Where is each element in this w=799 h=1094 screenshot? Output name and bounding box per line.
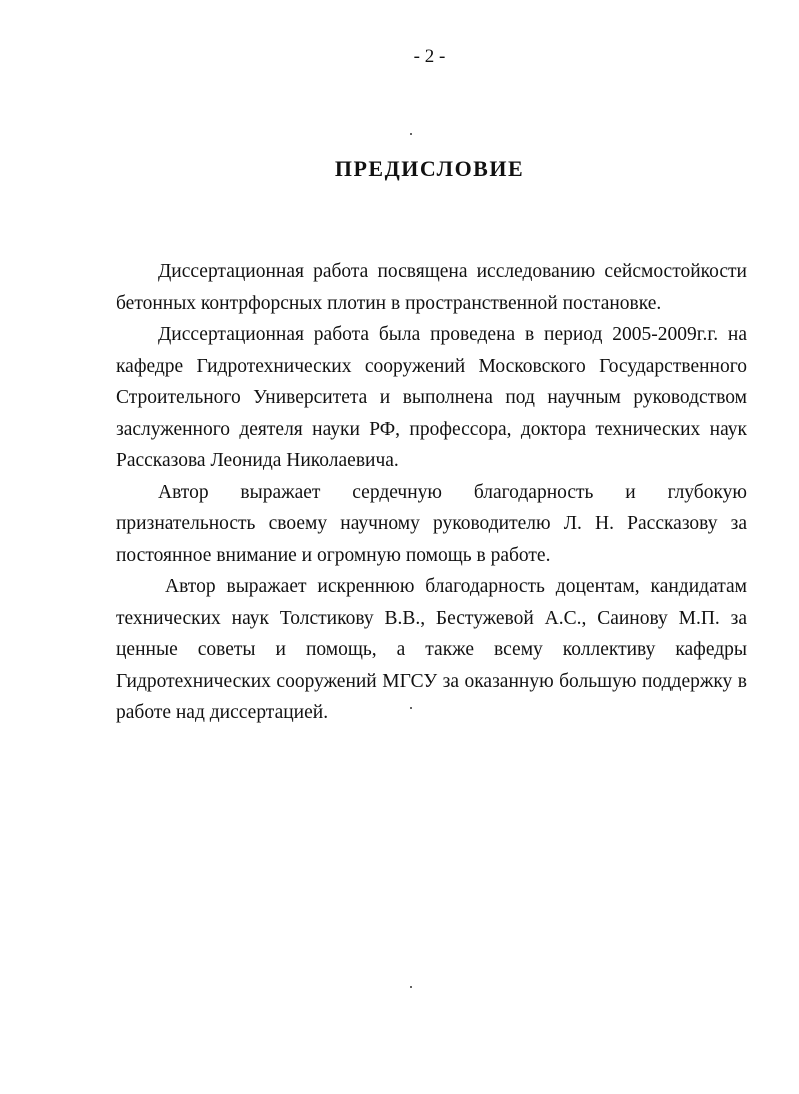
scan-speck xyxy=(410,707,412,709)
paragraph-topic: Диссертационная работа посвящена исследованию сейсмостойкости бетонных контрфорсных плотин в пространственной постановке. xyxy=(116,261,747,314)
page-number: - 2 - xyxy=(413,46,446,67)
scan-speck xyxy=(410,986,412,988)
scan-speck xyxy=(410,133,412,135)
paragraph-gratitude-colleagues: Автор выражает искреннюю благодарность доцентам, кандидатам технических наук Толстикову В.В., Бестужевой А.С., Саинову М.П. за ценные советы и помощь, а также всему коллективу кафедры Гидротехнических сооружений МГСУ за оказанную большую поддержку в работе над диссертацией. xyxy=(116,576,747,723)
paragraph-supervision: Диссертационная работа была проведена в период 2005-2009г.г. на кафедре Гидротехнических сооружений Московского Государственного Строительного Университета и выполнена под научным руководством заслуженного деятеля науки РФ, профессора, доктора технических наук Рассказова Леонида Николаевича. xyxy=(116,324,747,471)
paragraph-gratitude-supervisor: Автор выражает сердечную благодарность и глубокую признательность своему научному руководителю Л. Н. Рассказову за постоянное внимание и огромную помощь в работе. xyxy=(116,481,747,566)
page-title: ПРЕДИСЛОВИЕ xyxy=(334,156,525,181)
document-body xyxy=(116,256,747,729)
